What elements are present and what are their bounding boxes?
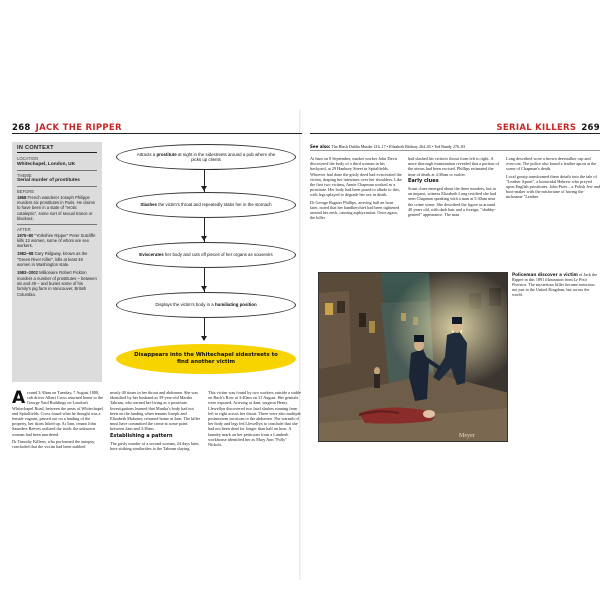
illustration-caption: Policeman discover a victim of Jack the Ripper in this 1891 illustration from Le Petit Parisien. The mysterious killer became notorious not just in the United Kingdom, but across the world. bbox=[512, 272, 598, 298]
left-body-column-2: nearly 40 times in her throat and abdomen. She was identified by her husband as 39-year-old Martha Tabram, who earned her living as a prostitute. Investigations learned that Martha's body had not been on the landing when tenants Joseph and Elizabeth Mahoney returned home at 2am. The killer must have committed the crime at some point between 2am and 3:30am. Establishing a pattern The grisly murder of a second woman, 24 days later, bore striking similarities to the Tabram slaying. bbox=[110, 390, 201, 452]
after-item: 1975–80 "Yorkshire Ripper" Peter Sutcliffe kills 13 women, some of whom are sex workers. bbox=[17, 232, 96, 249]
left-section-title: JACK THE RIPPER bbox=[35, 123, 122, 133]
after-label: AFTER bbox=[17, 227, 31, 233]
flowchart-arrow bbox=[201, 286, 207, 291]
theme-value: Serial murder of prostitutes bbox=[17, 178, 80, 184]
theme-label: THEME bbox=[17, 172, 32, 178]
context-title: IN CONTEXT bbox=[17, 146, 97, 153]
in-context-box bbox=[12, 142, 102, 382]
drop-cap: A bbox=[12, 390, 26, 408]
right-section-title: SERIAL KILLERS bbox=[496, 123, 577, 133]
see-also-references: See also: The Black Dahlia Murder 216–17 • Elizabeth Báthory 264–65 • Ted Bundy 276–83 bbox=[310, 144, 600, 151]
flowchart-step-2: Slashes the victim's throat and repeatedly stabs her in the stomach bbox=[116, 192, 296, 218]
flowchart-step-4: Displays the victim's body in a humiliating position bbox=[116, 292, 296, 318]
left-body-column-3: This victim was found by two workers outside a stable on Buck's Row at 3:40am on 31 August. Her genitals were exposed. Arriving at 4am, surgeon Henry Llewellyn discovered two fatal slashes running from left to right across her throat. There were also multiple postmortem incisions to the abdomen. The warmth of her body and legs led Llewellyn to conclude that she had not been dead for longer than half an hour. A laundry mark on her petticoats from a Lambeth workhouse identified her as Mary Ann "Polly" Nichols. bbox=[208, 390, 301, 448]
context-divider bbox=[17, 186, 97, 187]
right-page bbox=[310, 120, 600, 570]
left-page-header bbox=[12, 120, 302, 134]
after-item: 1983–2002 Millionaire Robert Pickton murders a number of prostitutes – between six and 49 – and buries some of his family's pig farm in Vancouver, British Columbia. bbox=[17, 270, 97, 297]
context-divider bbox=[17, 224, 97, 225]
location-value: Whitechapel, London, UK bbox=[17, 161, 76, 167]
flowchart-final-step: Disappears into the Whitechapel sidestreets to find another victim bbox=[116, 344, 296, 374]
flowchart-arrow bbox=[201, 236, 207, 241]
flowchart-step-3: Eviscerates her body and cuts off pieces of her organs as souvenirs bbox=[116, 242, 296, 268]
right-page-number: 269 bbox=[581, 123, 600, 133]
right-body-column-3: Long described wore a brown deerstalker cap and overcoat. The police also found a leather apron at the scene of Chapman's death. Local gossip transformed these details into the tale of "Leather Apron", a homicidal Hebrew who preyed upon English prostitutes. John Pizer – a Polish Jew and boot-maker with the misfortune of having the nickname "Leather bbox=[506, 156, 600, 200]
police-discovery-illustration bbox=[318, 272, 508, 442]
context-divider bbox=[17, 170, 97, 171]
before-item: 1868 French wanderer Joseph Philippe murders six prostitutes in Paris. He claims to have been in a state of "erotic cataleptic", some sort of sexual trance or blackout. bbox=[17, 194, 95, 221]
subheading-establishing-pattern: Establishing a pattern bbox=[110, 432, 173, 439]
left-page-number: 268 bbox=[12, 123, 31, 133]
before-label: BEFORE bbox=[17, 189, 35, 195]
right-page-header bbox=[310, 120, 600, 134]
right-body-column-1: At 6am on 8 September, market worker John Davis discovered the body of a third woman in his backyard, at 29 Hanbury Street in Spitalfields. Whoever had done the grisly deed had eviscerated the victim, draping her intestines over her shoulders. Like the first two victims, Annie Chapman worked as a prostitute. Her body had been posed to allude to this, with legs splayed to degrade her sex in death. Dr George Bagster Phillips, arriving half an hour later, noted that her handkerchief had been tightened around her neck, causing asphyxiation. Once again, the killer bbox=[310, 156, 402, 221]
left-page bbox=[12, 120, 302, 570]
right-body-column-2: had slashed his victim's throat from left to right. A more thorough examination revealed that a portion of the uterus had been excised. Phillips estimated the time of death at 4:30am or earlier. Early clues Scant clues emerged about the three murders, but at an inquest, witness Elizabeth Long testified she had seen Chapman speaking with a man at 5:30am near the crime scene. She described the figure as around 40 years old, with dark hair and a foreign, "shabby-genteel" appearance. The man bbox=[408, 156, 499, 218]
location-label: LOCATION bbox=[17, 156, 39, 162]
after-item: 1982–98 Gary Ridgway, known as the "Green River Killer", kills at least 49 women in Washington state. bbox=[17, 251, 88, 268]
modus-operandi-flowchart bbox=[108, 142, 302, 402]
subheading-early-clues: Early clues bbox=[408, 177, 439, 184]
artist-signature: Meyer bbox=[459, 433, 475, 439]
flowchart-arrow bbox=[201, 336, 207, 341]
left-body-column-1: Around 3:30am on Tuesday, 7 August 1888, cab driver Albert Cross returned home to the George Yard Buildings on London's Whitechapel Road, between the areas of Whitechapel and Spitalfields. Cross found what he thought was a female vagrant, passed out on a landing of the property, her skirts hiked up. At 5am, tenant John Saunders Reeves realized the truth: the unknown woman had been murdered. Dr Timothy Killeen, who performed the autopsy, concluded that the victim had been stabbed bbox=[12, 390, 104, 450]
flowchart-arrow bbox=[201, 186, 207, 191]
flowchart-step-1: Attracts a prostitute at night in the sidestreets around a pub where she picks up clients bbox=[116, 144, 296, 170]
illustration-artwork bbox=[319, 273, 508, 442]
